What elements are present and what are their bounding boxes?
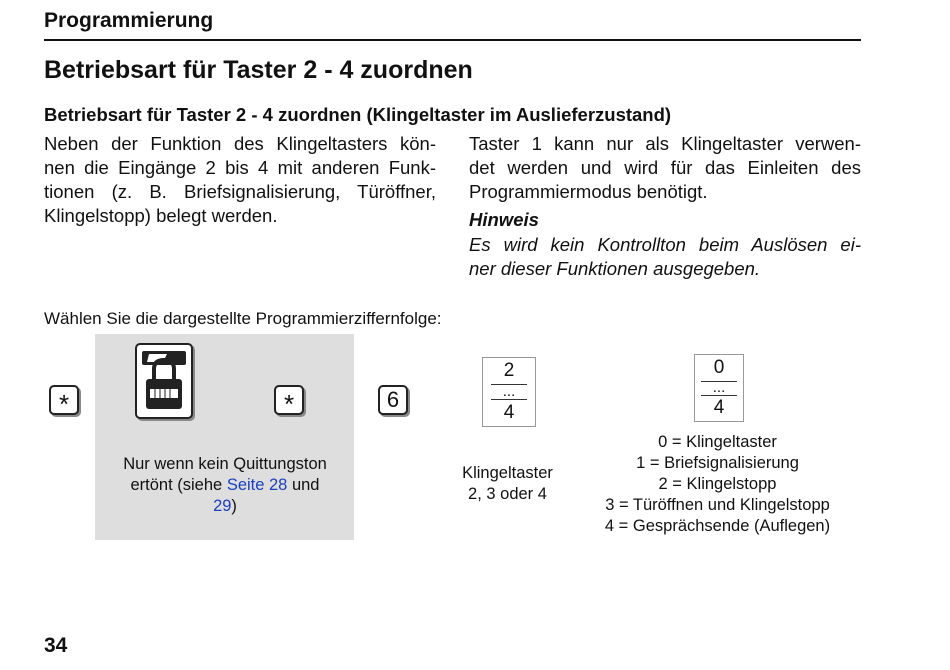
right-column-text — [469, 132, 861, 204]
page-title: Betriebsart für Taster 2 - 4 zuordnen — [44, 56, 473, 84]
digit-card-middle: ... — [712, 379, 726, 396]
left-column-text — [44, 132, 436, 228]
klingeltaster-label-line-2: 2, 3 oder 4 — [468, 485, 547, 503]
legend-item: 0 = Klingeltaster — [658, 433, 777, 451]
hint-line-1: Es wird kein Kontrollton beim Auslösen ei- — [469, 234, 861, 255]
digit-card-divider — [701, 395, 737, 396]
left-line-1: Neben der Funktion des Klingeltasters kön- — [44, 133, 436, 154]
legend-item: 4 = Gesprächsende (Auflegen) — [604, 517, 831, 535]
left-line-3: tionen (z. B. Briefsignalisierung, Türöffner, — [44, 181, 436, 202]
right-line-1: Taster 1 kann nur als Klingeltaster verwen- — [469, 133, 861, 154]
section-header: Programmierung — [44, 9, 214, 32]
legend-item: 3 = Türöffnen und Klingelstopp — [605, 496, 830, 514]
klingeltaster-label-line-1: Klingeltaster — [462, 464, 553, 482]
digit-card-2-4 — [482, 357, 536, 427]
digit-6-key-label: 6 — [386, 387, 400, 412]
hint-title: Hinweis — [469, 209, 539, 230]
hint-text — [469, 233, 861, 281]
subheading: Betriebsart für Taster 2 - 4 zuordnen (Klingeltaster im Auslieferzustand) — [44, 104, 672, 125]
box-note-line-2 — [100, 475, 350, 496]
conditional-step-note — [100, 454, 350, 517]
star-key-label: * — [58, 389, 70, 419]
box-note-suffix: ) — [231, 497, 237, 515]
left-line-4: Klingelstopp) belegt werden. — [44, 205, 278, 226]
digit-card-divider — [491, 399, 527, 400]
right-line-2: det werden und wird für das Einleiten des — [469, 157, 861, 178]
page-link-28[interactable]: Seite 28 — [226, 476, 288, 494]
digit-card-top: 0 — [713, 357, 725, 378]
box-note-line-3 — [100, 496, 350, 517]
legend-item: 2 = Klingelstopp — [658, 475, 777, 493]
page-number: 34 — [44, 634, 68, 657]
mode-legend — [575, 432, 860, 537]
star-key-icon — [274, 385, 304, 419]
header-rule — [44, 39, 861, 41]
right-line-3: Programmiermodus benötigt. — [469, 181, 708, 202]
star-key-icon — [49, 385, 79, 419]
box-note-line-1: Nur wenn kein Quittungston — [123, 455, 327, 473]
hint-line-2: ner dieser Funktionen ausgegeben. — [469, 258, 761, 279]
digit-card-top: 2 — [503, 360, 515, 381]
lock-graphic — [137, 345, 191, 417]
digit-card-bottom: 4 — [713, 397, 725, 418]
star-key-label: * — [283, 389, 295, 419]
instruction-text: Wählen Sie die dargestellte Programmierziffernfolge: — [44, 309, 442, 328]
digit-card-middle: ... — [502, 383, 516, 400]
box-note-prefix: ertönt (siehe — [130, 476, 227, 494]
klingeltaster-label — [445, 463, 570, 505]
digit-6-key-icon — [378, 385, 408, 415]
digit-card-bottom: 4 — [503, 402, 515, 423]
legend-item: 1 = Briefsignalisierung — [636, 454, 799, 472]
page-link-29[interactable]: 29 — [213, 497, 232, 515]
code-lock-icon — [135, 343, 193, 419]
left-line-2: nen die Eingänge 2 bis 4 mit anderen Funk- — [44, 157, 436, 178]
digit-card-0-4 — [694, 354, 744, 422]
box-note-and: und — [287, 476, 320, 494]
